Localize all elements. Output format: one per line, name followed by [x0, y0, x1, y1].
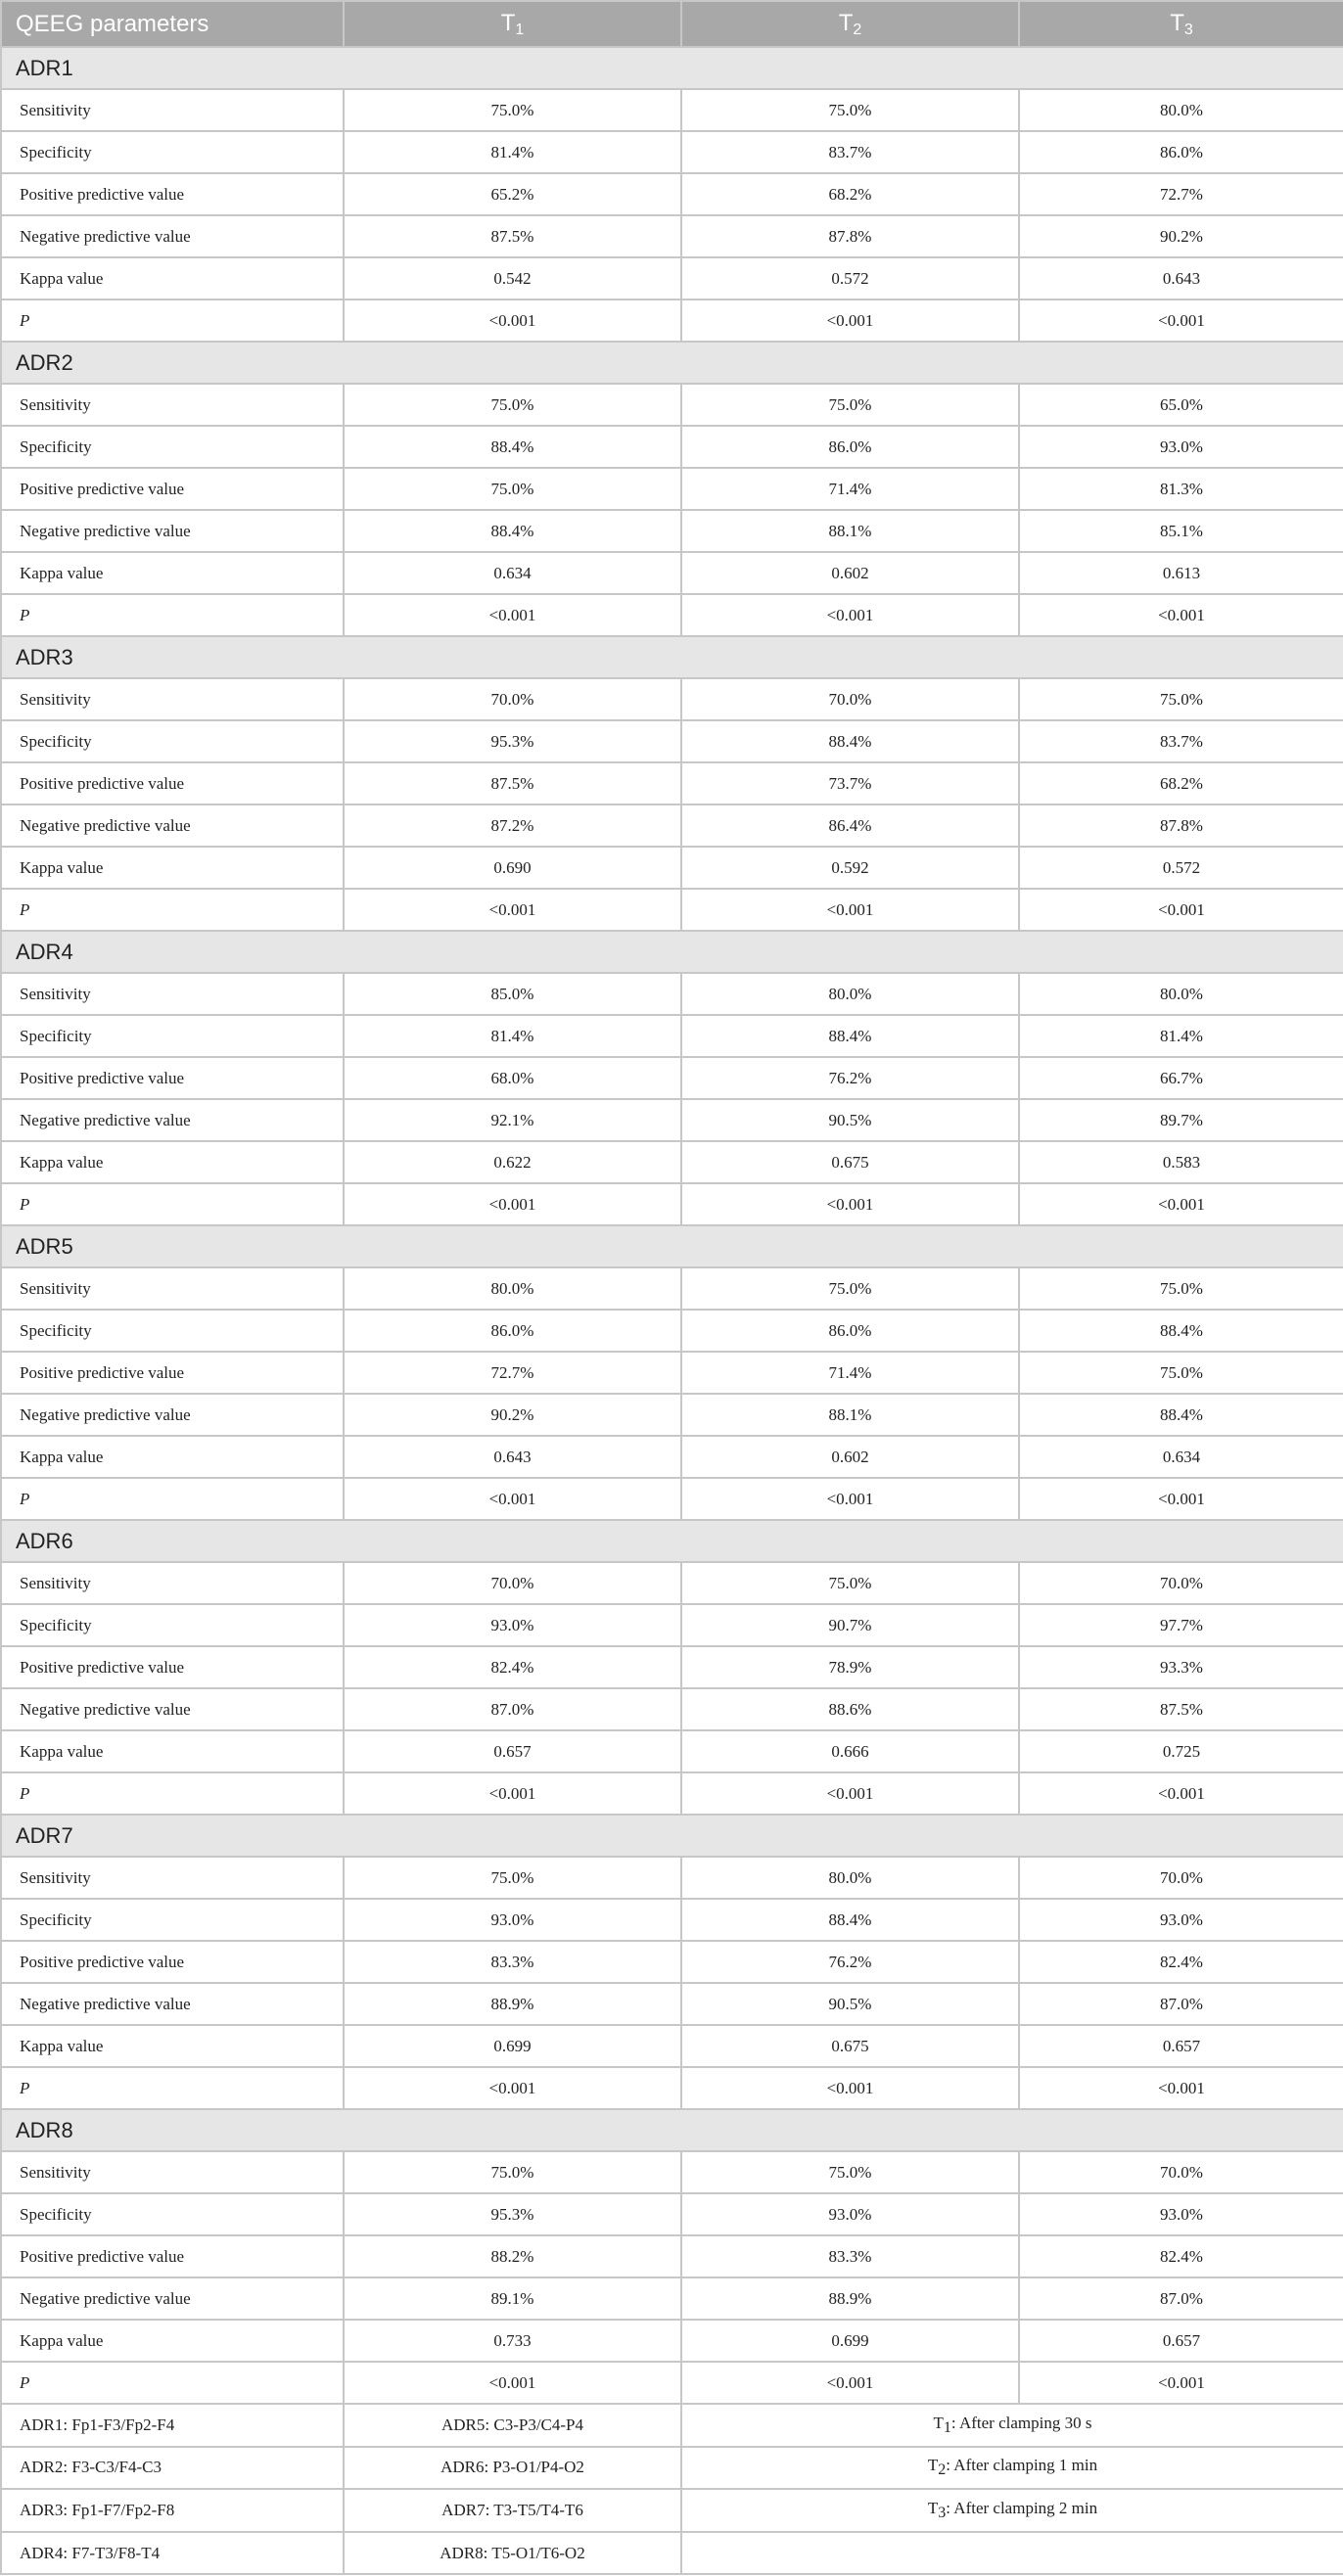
row-label: P [1, 1478, 344, 1520]
cell-t3: <0.001 [1019, 594, 1343, 636]
cell-t3: <0.001 [1019, 1183, 1343, 1225]
row-label: Kappa value [1, 552, 344, 594]
cell-t1: 87.2% [344, 805, 681, 847]
cell-t1: 83.3% [344, 1941, 681, 1983]
table-row [1, 889, 1343, 931]
row-label: P [1, 2362, 344, 2404]
row-label: Kappa value [1, 847, 344, 889]
cell-t3: 68.2% [1019, 762, 1343, 805]
cell-t2: 86.4% [681, 805, 1019, 847]
cell-t2: 0.602 [681, 552, 1019, 594]
table-row [1, 2025, 1343, 2067]
row-label: Positive predictive value [1, 468, 344, 510]
row-label: Kappa value [1, 1730, 344, 1772]
row-label: Sensitivity [1, 1857, 344, 1899]
cell-t2: 86.0% [681, 426, 1019, 468]
row-label: Negative predictive value [1, 1099, 344, 1141]
cell-t2: 88.6% [681, 1688, 1019, 1730]
cell-t1: 89.1% [344, 2277, 681, 2320]
cell-t3: 87.0% [1019, 2277, 1343, 2320]
cell-t2: 88.4% [681, 720, 1019, 762]
cell-t2: 73.7% [681, 762, 1019, 805]
table-row [1, 2362, 1343, 2404]
group-row [1, 931, 1343, 973]
header-t1: $T_1$ [344, 1, 681, 47]
cell-t2: 88.4% [681, 1015, 1019, 1057]
row-label: P [1, 1772, 344, 1815]
group-title: ADR1 [1, 47, 1343, 89]
cell-t1: 88.4% [344, 426, 681, 468]
row-label: Specificity [1, 720, 344, 762]
row-label: Negative predictive value [1, 510, 344, 552]
cell-t2: 75.0% [681, 2151, 1019, 2193]
cell-t2: 88.1% [681, 1394, 1019, 1436]
table-row [1, 1772, 1343, 1815]
cell-t3: 66.7% [1019, 1057, 1343, 1099]
footnote-adr-right: ADR5: C3-P3/C4-P4 [344, 2404, 681, 2447]
cell-t3: <0.001 [1019, 889, 1343, 931]
group-row [1, 1815, 1343, 1857]
table-row [1, 2235, 1343, 2277]
cell-t1: 85.0% [344, 973, 681, 1015]
row-label: Sensitivity [1, 1562, 344, 1604]
cell-t3: <0.001 [1019, 2067, 1343, 2109]
row-label: Specificity [1, 426, 344, 468]
cell-t1: 90.2% [344, 1394, 681, 1436]
header-row [1, 1, 1343, 47]
cell-t3: 93.0% [1019, 426, 1343, 468]
cell-t3: 81.3% [1019, 468, 1343, 510]
cell-t1: <0.001 [344, 1478, 681, 1520]
cell-t2: <0.001 [681, 1183, 1019, 1225]
cell-t3: <0.001 [1019, 299, 1343, 342]
cell-t1: 0.733 [344, 2320, 681, 2362]
row-label: Sensitivity [1, 678, 344, 720]
table-row [1, 1646, 1343, 1688]
cell-t2: <0.001 [681, 1772, 1019, 1815]
cell-t3: 85.1% [1019, 510, 1343, 552]
group-title: ADR5 [1, 1225, 1343, 1267]
cell-t2: <0.001 [681, 2067, 1019, 2109]
cell-t2: 93.0% [681, 2193, 1019, 2235]
cell-t1: 0.622 [344, 1141, 681, 1183]
cell-t1: 87.0% [344, 1688, 681, 1730]
cell-t1: 0.634 [344, 552, 681, 594]
cell-t2: 75.0% [681, 1562, 1019, 1604]
footnote-time: $T_1$: After clamping 30 s [681, 2404, 1343, 2447]
table-row [1, 299, 1343, 342]
cell-t2: <0.001 [681, 2362, 1019, 2404]
cell-t1: <0.001 [344, 889, 681, 931]
table-row [1, 1394, 1343, 1436]
cell-t3: 0.725 [1019, 1730, 1343, 1772]
cell-t1: 95.3% [344, 2193, 681, 2235]
cell-t1: 75.0% [344, 384, 681, 426]
footnote-adr-left: ADR3: Fp1-F7/Fp2-F8 [1, 2489, 344, 2532]
table-row [1, 847, 1343, 889]
cell-t2: 0.592 [681, 847, 1019, 889]
cell-t1: 70.0% [344, 678, 681, 720]
table-row [1, 1099, 1343, 1141]
cell-t1: 86.0% [344, 1310, 681, 1352]
cell-t3: 0.583 [1019, 1141, 1343, 1183]
cell-t3: 0.572 [1019, 847, 1343, 889]
row-label: P [1, 2067, 344, 2109]
cell-t3: 82.4% [1019, 1941, 1343, 1983]
row-label: Positive predictive value [1, 1646, 344, 1688]
row-label: P [1, 1183, 344, 1225]
row-label: Negative predictive value [1, 2277, 344, 2320]
cell-t1: 75.0% [344, 2151, 681, 2193]
table-row [1, 2193, 1343, 2235]
cell-t3: <0.001 [1019, 1478, 1343, 1520]
table-row [1, 1436, 1343, 1478]
table-row [1, 426, 1343, 468]
cell-t2: 68.2% [681, 173, 1019, 215]
cell-t3: 75.0% [1019, 1352, 1343, 1394]
row-label: Kappa value [1, 257, 344, 299]
row-label: Kappa value [1, 1141, 344, 1183]
table-row [1, 762, 1343, 805]
cell-t2: 80.0% [681, 1857, 1019, 1899]
row-label: Positive predictive value [1, 1352, 344, 1394]
cell-t2: 88.4% [681, 1899, 1019, 1941]
footnote-adr-left: ADR1: Fp1-F3/Fp2-F4 [1, 2404, 344, 2447]
table-row [1, 215, 1343, 257]
cell-t2: 80.0% [681, 973, 1019, 1015]
cell-t1: 93.0% [344, 1604, 681, 1646]
cell-t3: 0.643 [1019, 257, 1343, 299]
table-row [1, 1015, 1343, 1057]
row-label: Negative predictive value [1, 1688, 344, 1730]
cell-t1: <0.001 [344, 1772, 681, 1815]
cell-t1: 0.657 [344, 1730, 681, 1772]
footnote-adr-right: ADR7: T3-T5/T4-T6 [344, 2489, 681, 2532]
cell-t1: 75.0% [344, 89, 681, 131]
group-title: ADR8 [1, 2109, 1343, 2151]
cell-t1: 82.4% [344, 1646, 681, 1688]
row-label: Kappa value [1, 1436, 344, 1478]
cell-t1: 87.5% [344, 215, 681, 257]
cell-t3: 72.7% [1019, 173, 1343, 215]
row-label: Specificity [1, 1310, 344, 1352]
row-label: Positive predictive value [1, 173, 344, 215]
cell-t3: 87.8% [1019, 805, 1343, 847]
cell-t1: 0.690 [344, 847, 681, 889]
cell-t3: 70.0% [1019, 1857, 1343, 1899]
table-row [1, 1730, 1343, 1772]
table-row [1, 2151, 1343, 2193]
cell-t3: 75.0% [1019, 1267, 1343, 1310]
header-t3: $T_3$ [1019, 1, 1343, 47]
cell-t2: 0.699 [681, 2320, 1019, 2362]
row-label: Positive predictive value [1, 1057, 344, 1099]
cell-t2: 71.4% [681, 468, 1019, 510]
cell-t2: 78.9% [681, 1646, 1019, 1688]
cell-t2: 87.8% [681, 215, 1019, 257]
cell-t1: 80.0% [344, 1267, 681, 1310]
cell-t2: 76.2% [681, 1941, 1019, 1983]
cell-t2: 90.5% [681, 1983, 1019, 2025]
table-row [1, 1183, 1343, 1225]
table-row [1, 1478, 1343, 1520]
group-row [1, 636, 1343, 678]
cell-t1: 81.4% [344, 1015, 681, 1057]
group-row [1, 2109, 1343, 2151]
cell-t2: 70.0% [681, 678, 1019, 720]
cell-t1: <0.001 [344, 594, 681, 636]
table-row [1, 173, 1343, 215]
cell-t1: 0.643 [344, 1436, 681, 1478]
cell-t3: 0.613 [1019, 552, 1343, 594]
footnote-adr-right: ADR8: T5-O1/T6-O2 [344, 2532, 681, 2575]
cell-t1: <0.001 [344, 2067, 681, 2109]
group-row [1, 1225, 1343, 1267]
cell-t2: 90.5% [681, 1099, 1019, 1141]
cell-t2: 88.1% [681, 510, 1019, 552]
row-label: Sensitivity [1, 89, 344, 131]
cell-t3: 70.0% [1019, 2151, 1343, 2193]
row-label: Negative predictive value [1, 805, 344, 847]
row-label: Positive predictive value [1, 2235, 344, 2277]
table-row [1, 1688, 1343, 1730]
row-label: Sensitivity [1, 1267, 344, 1310]
cell-t3: 82.4% [1019, 2235, 1343, 2277]
table-row [1, 1310, 1343, 1352]
cell-t3: 86.0% [1019, 131, 1343, 173]
row-label: Specificity [1, 1604, 344, 1646]
cell-t1: 65.2% [344, 173, 681, 215]
table-row [1, 805, 1343, 847]
table-row [1, 131, 1343, 173]
group-title: ADR4 [1, 931, 1343, 973]
footnote-row [1, 2532, 1343, 2575]
cell-t3: 80.0% [1019, 973, 1343, 1015]
table-row [1, 1604, 1343, 1646]
cell-t1: <0.001 [344, 299, 681, 342]
row-label: Sensitivity [1, 384, 344, 426]
cell-t1: 87.5% [344, 762, 681, 805]
table-row [1, 973, 1343, 1015]
cell-t3: 97.7% [1019, 1604, 1343, 1646]
cell-t3: 90.2% [1019, 215, 1343, 257]
group-title: ADR7 [1, 1815, 1343, 1857]
cell-t3: 83.7% [1019, 720, 1343, 762]
table-row [1, 510, 1343, 552]
table-row [1, 2277, 1343, 2320]
cell-t2: <0.001 [681, 889, 1019, 931]
table-row [1, 1857, 1343, 1899]
cell-t1: 92.1% [344, 1099, 681, 1141]
group-title: ADR3 [1, 636, 1343, 678]
footnote-time: $T_2$: After clamping 1 min [681, 2447, 1343, 2490]
row-label: Positive predictive value [1, 1941, 344, 1983]
cell-t3: 87.0% [1019, 1983, 1343, 2025]
cell-t1: 0.699 [344, 2025, 681, 2067]
footnote-time [681, 2532, 1343, 2575]
row-label: Negative predictive value [1, 1983, 344, 2025]
row-label: Specificity [1, 1015, 344, 1057]
table-row [1, 89, 1343, 131]
row-label: Negative predictive value [1, 215, 344, 257]
cell-t1: 88.9% [344, 1983, 681, 2025]
table-row [1, 678, 1343, 720]
cell-t2: 90.7% [681, 1604, 1019, 1646]
group-row [1, 342, 1343, 384]
cell-t2: 0.602 [681, 1436, 1019, 1478]
row-label: Sensitivity [1, 973, 344, 1015]
row-label: P [1, 889, 344, 931]
table-row [1, 1267, 1343, 1310]
group-row [1, 1520, 1343, 1562]
group-title: ADR6 [1, 1520, 1343, 1562]
table-row [1, 2320, 1343, 2362]
cell-t3: 89.7% [1019, 1099, 1343, 1141]
footnote-adr-left: ADR4: F7-T3/F8-T4 [1, 2532, 344, 2575]
footnote-adr-right: ADR6: P3-O1/P4-O2 [344, 2447, 681, 2490]
cell-t1: 0.542 [344, 257, 681, 299]
row-label: Positive predictive value [1, 762, 344, 805]
header-t2: $T_2$ [681, 1, 1019, 47]
cell-t3: 0.657 [1019, 2025, 1343, 2067]
cell-t2: <0.001 [681, 299, 1019, 342]
cell-t3: <0.001 [1019, 2362, 1343, 2404]
cell-t2: <0.001 [681, 594, 1019, 636]
cell-t1: <0.001 [344, 1183, 681, 1225]
table-row [1, 594, 1343, 636]
table-row [1, 1057, 1343, 1099]
table-row [1, 1899, 1343, 1941]
footnote-row [1, 2489, 1343, 2532]
table-row [1, 552, 1343, 594]
footnote-row [1, 2447, 1343, 2490]
cell-t2: <0.001 [681, 1478, 1019, 1520]
row-label: P [1, 299, 344, 342]
row-label: Kappa value [1, 2025, 344, 2067]
cell-t3: 0.657 [1019, 2320, 1343, 2362]
cell-t2: 83.3% [681, 2235, 1019, 2277]
cell-t3: 75.0% [1019, 678, 1343, 720]
cell-t3: <0.001 [1019, 1772, 1343, 1815]
table-row [1, 720, 1343, 762]
cell-t2: 75.0% [681, 384, 1019, 426]
table-row [1, 1562, 1343, 1604]
table-row [1, 1941, 1343, 1983]
row-label: P [1, 594, 344, 636]
table-row [1, 1983, 1343, 2025]
cell-t2: 0.675 [681, 1141, 1019, 1183]
row-label: Kappa value [1, 2320, 344, 2362]
group-title: ADR2 [1, 342, 1343, 384]
cell-t3: 87.5% [1019, 1688, 1343, 1730]
cell-t1: 68.0% [344, 1057, 681, 1099]
footnote-time: $T_3$: After clamping 2 min [681, 2489, 1343, 2532]
cell-t3: 93.3% [1019, 1646, 1343, 1688]
cell-t2: 76.2% [681, 1057, 1019, 1099]
cell-t2: 88.9% [681, 2277, 1019, 2320]
cell-t3: 80.0% [1019, 89, 1343, 131]
cell-t2: 75.0% [681, 89, 1019, 131]
cell-t3: 93.0% [1019, 1899, 1343, 1941]
cell-t3: 0.634 [1019, 1436, 1343, 1478]
row-label: Sensitivity [1, 2151, 344, 2193]
cell-t2: 71.4% [681, 1352, 1019, 1394]
row-label: Specificity [1, 2193, 344, 2235]
cell-t1: 95.3% [344, 720, 681, 762]
cell-t1: 72.7% [344, 1352, 681, 1394]
cell-t2: 86.0% [681, 1310, 1019, 1352]
table-row [1, 1141, 1343, 1183]
table-row [1, 2067, 1343, 2109]
cell-t3: 65.0% [1019, 384, 1343, 426]
cell-t3: 81.4% [1019, 1015, 1343, 1057]
cell-t3: 70.0% [1019, 1562, 1343, 1604]
cell-t2: 75.0% [681, 1267, 1019, 1310]
row-label: Specificity [1, 1899, 344, 1941]
footnote-row [1, 2404, 1343, 2447]
cell-t1: 75.0% [344, 1857, 681, 1899]
cell-t2: 0.675 [681, 2025, 1019, 2067]
cell-t2: 0.572 [681, 257, 1019, 299]
footnote-adr-left: ADR2: F3-C3/F4-C3 [1, 2447, 344, 2490]
cell-t1: 93.0% [344, 1899, 681, 1941]
row-label: Negative predictive value [1, 1394, 344, 1436]
cell-t3: 88.4% [1019, 1310, 1343, 1352]
row-label: Specificity [1, 131, 344, 173]
cell-t1: 81.4% [344, 131, 681, 173]
cell-t1: 75.0% [344, 468, 681, 510]
group-row [1, 47, 1343, 89]
cell-t3: 88.4% [1019, 1394, 1343, 1436]
table-row [1, 1352, 1343, 1394]
cell-t2: 83.7% [681, 131, 1019, 173]
cell-t3: 93.0% [1019, 2193, 1343, 2235]
table-row [1, 257, 1343, 299]
cell-t1: 88.2% [344, 2235, 681, 2277]
cell-t1: <0.001 [344, 2362, 681, 2404]
cell-t2: 0.666 [681, 1730, 1019, 1772]
table-row [1, 468, 1343, 510]
cell-t1: 88.4% [344, 510, 681, 552]
cell-t1: 70.0% [344, 1562, 681, 1604]
table-row [1, 384, 1343, 426]
header-parameters: QEEG parameters [1, 1, 344, 47]
